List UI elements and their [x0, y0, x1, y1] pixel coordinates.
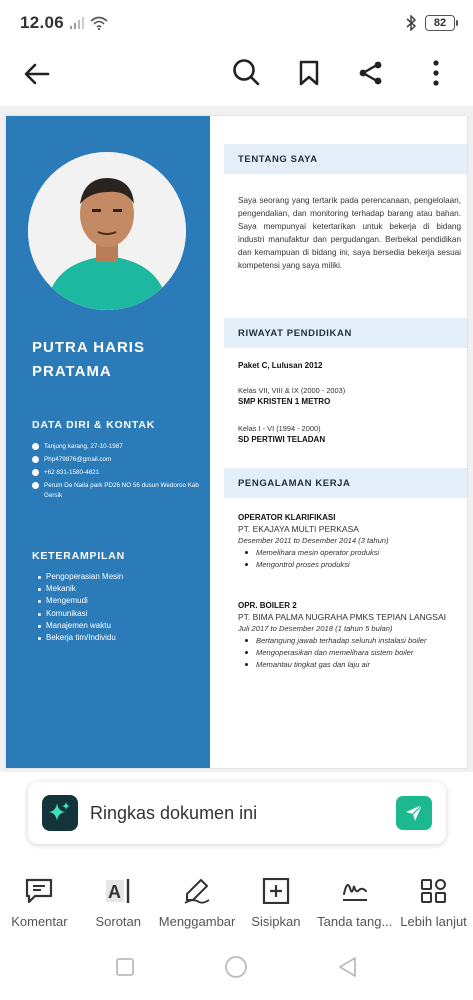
- clock: 12.06: [20, 13, 65, 32]
- square-icon: [115, 957, 135, 977]
- education-item: Kelas I - VI (1994 - 2000) SD PERTIWI TELADAN: [238, 424, 326, 444]
- recents-button[interactable]: [115, 957, 135, 982]
- bookmark-button[interactable]: [291, 55, 327, 91]
- summarize-document-bar[interactable]: [28, 782, 446, 844]
- signal-icon: [70, 17, 84, 29]
- share-button[interactable]: [353, 55, 389, 91]
- home-button[interactable]: [224, 955, 248, 984]
- profile-photo: [28, 152, 186, 310]
- arrow-left-icon: [24, 63, 50, 85]
- list-item: Memelihara mesin operator produksi: [238, 547, 463, 558]
- signature-tool-button[interactable]: Tanda tang...: [315, 870, 394, 940]
- more-apps-icon: [420, 878, 448, 904]
- annotation-toolbar: [0, 870, 473, 940]
- search-icon: [232, 58, 260, 86]
- education-section-title: RIWAYAT PENDIDIKAN: [224, 318, 467, 348]
- about-section-title: TENTANG SAYA: [224, 144, 467, 174]
- more-tools-button[interactable]: Lebih lanjut: [394, 870, 473, 940]
- system-navigation-bar: [0, 948, 473, 990]
- email-icon: [32, 456, 39, 463]
- contact-phone: +62 831-1580-4821: [32, 468, 202, 478]
- insert-box-icon: [262, 878, 290, 904]
- list-item: Mengontrol proses produksi: [238, 559, 463, 570]
- contact-section-title: DATA DIRI & KONTAK: [32, 419, 156, 431]
- document-viewer[interactable]: [0, 106, 473, 772]
- search-button[interactable]: [228, 54, 264, 90]
- list-item: Mengemudi: [36, 595, 204, 607]
- comment-icon: [25, 878, 53, 904]
- system-back-button[interactable]: [337, 956, 359, 983]
- cv-main-column: [224, 116, 467, 768]
- education-item: Paket C, Lulusan 2012: [238, 361, 323, 370]
- highlight-text-icon: [104, 878, 132, 904]
- wifi-icon: [90, 16, 108, 30]
- top-toolbar: [0, 46, 473, 102]
- bluetooth-icon: [405, 15, 417, 31]
- more-vertical-icon: [433, 60, 439, 86]
- job-item: OPR. BOILER 2 PT. BIMA PALMA NUGRAHA PMKS TEPIAN LANGSAI Juli 2017 to Desember 2018 (1 tahun 5 bulan) Bertangung jawab terhadap seluruh instalasi boiler Mengoperasikan dan memelihara sistem boiler Memantau tingkat gas dan laju air: [238, 600, 463, 671]
- draw-tool-button[interactable]: Menggambar: [158, 870, 237, 940]
- experience-section-title: PENGALAMAN KERJA: [224, 468, 467, 498]
- list-item: Komunikasi: [36, 608, 204, 620]
- list-item: Mekanik: [36, 583, 204, 595]
- person-photo-icon: [28, 152, 186, 310]
- cv-page: [6, 116, 467, 768]
- triangle-back-icon: [337, 956, 359, 978]
- calendar-icon: [32, 443, 39, 450]
- list-item: Mengoperasikan dan memelihara sistem boiler: [238, 647, 463, 658]
- list-item: Bertangung jawab terhadap seluruh instalasi boiler: [238, 635, 463, 646]
- summarize-prompt-text: Ringkas dokumen ini: [90, 802, 258, 823]
- location-icon: [32, 482, 39, 489]
- battery-icon: 82: [425, 15, 455, 31]
- status-bar: [0, 0, 473, 46]
- signature-icon: [341, 878, 369, 904]
- cv-sidebar: [6, 116, 210, 768]
- sparkle-icon: [47, 800, 73, 826]
- pen-draw-icon: [183, 878, 211, 904]
- circle-icon: [224, 955, 248, 979]
- contact-email: Php479876@gmail.com: [32, 455, 202, 465]
- ai-sparkle-icon: [42, 795, 78, 831]
- list-item: Bekerja tim/Individu: [36, 632, 204, 644]
- list-item: Manajemen waktu: [36, 620, 204, 632]
- insert-tool-button[interactable]: Sisipkan: [236, 870, 315, 940]
- comment-tool-button[interactable]: Komentar: [0, 870, 79, 940]
- contact-address: Perum De Naila park PD26 NO 56 dusun Wedoroo Kab Gersik: [32, 481, 202, 501]
- education-item: Kelas VII, VIII & IX (2000 - 2003) SMP KRISTEN 1 METRO: [238, 386, 346, 406]
- phone-icon: [32, 469, 39, 476]
- list-item: Memantau tingkat gas dan laju air: [238, 659, 463, 670]
- send-button[interactable]: [396, 796, 432, 830]
- share-icon: [358, 60, 384, 86]
- bookmark-icon: [298, 60, 320, 86]
- contact-list: [32, 442, 202, 504]
- job-item: OPERATOR KLARIFIKASI PT. EKAJAYA MULTI PERKASA Desember 2011 to Desember 2014 (3 tahun) Memelihara mesin operator produksi Mengontrol proses produksi: [238, 512, 463, 571]
- svg-text:A: A: [108, 882, 122, 902]
- highlight-tool-button[interactable]: A Sorotan: [79, 870, 158, 940]
- skills-section-title: KETERAMPILAN: [32, 550, 126, 562]
- list-item: Pengoperasian Mesin: [36, 571, 204, 583]
- skills-list: [36, 571, 204, 644]
- send-icon: [404, 803, 424, 823]
- contact-birth: Tanjung karang, 27-10-1987: [32, 442, 202, 452]
- more-options-button[interactable]: [418, 55, 454, 91]
- cv-name: PUTRA HARIS PRATAMA: [32, 339, 145, 380]
- back-button[interactable]: [19, 56, 55, 92]
- about-text: Saya seorang yang tertarik pada perencanaan, pengelolaan, pengendalian, dan monitoring terhadap barang atau bahan. Saya mempunyai ketertarikan untuk bekerja di bidang industri manufaktur dan pergudangan. Berbekal pendidikan dan kemampuan di bidang ini, saya bersedia bekerja sesuai kompetensi yang saya miliki.: [238, 196, 461, 270]
